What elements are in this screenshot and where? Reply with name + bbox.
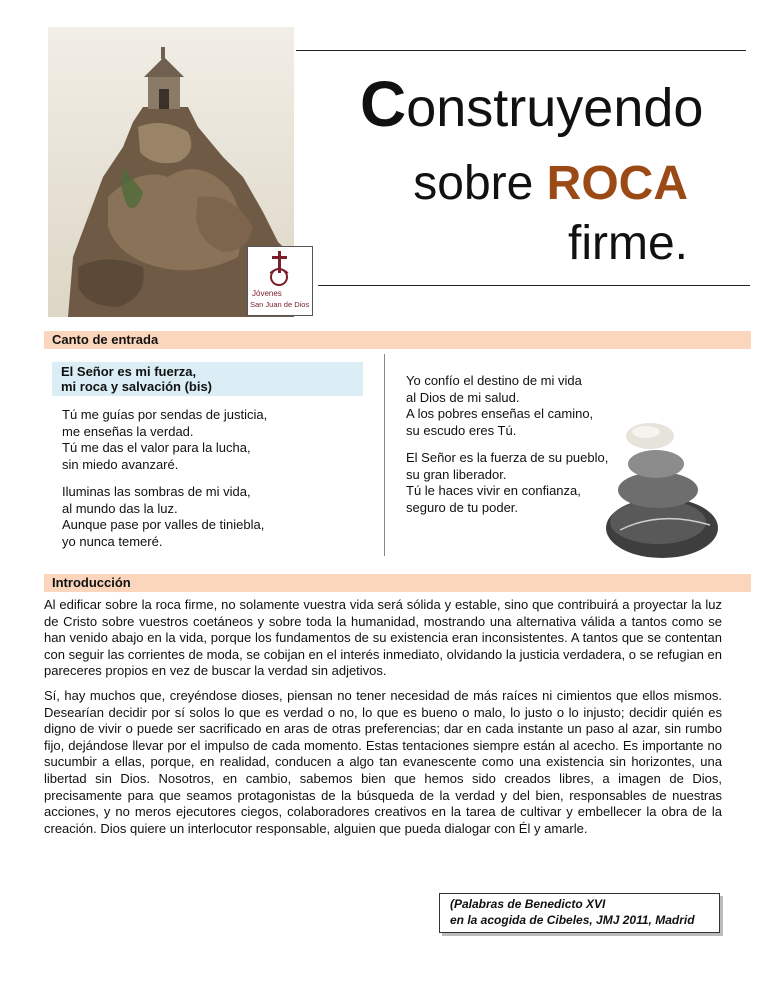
- stanza-line: Iluminas las sombras de mi vida,: [62, 484, 251, 499]
- chorus-box: [52, 362, 363, 396]
- section-heading-introduccion: Introducción: [44, 574, 751, 592]
- stanza-line: yo nunca temeré.: [62, 533, 163, 549]
- quote-attribution-box: [439, 893, 720, 933]
- title-sobre: sobre: [413, 157, 547, 210]
- jovenes-sjd-logo: [247, 246, 313, 316]
- chorus-line: mi roca y salvación (bis): [61, 379, 213, 394]
- title-roca: ROCA: [546, 157, 688, 210]
- stanza-line: seguro de tu poder.: [406, 499, 519, 515]
- chorus-line: El Señor es mi fuerza,: [61, 364, 197, 379]
- stanza-line: A los pobres enseñas el camino,: [406, 406, 594, 421]
- title-line-2: [413, 157, 688, 210]
- quote-line: en la acogida de Cibeles, JMJ 2011, Madrid: [450, 912, 695, 927]
- title-line-1: [360, 68, 704, 140]
- stanza-line: sin miedo avanzaré.: [62, 456, 179, 472]
- column-divider: [384, 354, 385, 556]
- stanza-line: me enseñas la verdad.: [62, 423, 194, 439]
- stanza-line: Yo confío el destino de mi vida: [406, 373, 582, 388]
- title-line-3: firme.: [568, 217, 688, 270]
- intro-paragraph: Al edificar sobre la roca firme, no solamente vuestra vida será sólida y estable, sino que contribuirá a proyectar la luz de Cristo sobre vuestros coetáneos y sobre toda la humanidad, mostrando una alternativa válida a tantos como se han venido abajo en la vida, porque los fundamentos de su existencia eran inconsistentes. A tantos que se contentan con seguir las corrientes de moda, se cobijan en el interés inmediato, olvidando la justicia verdadera, o se refugian en pareceres propios en vez de buscar la verdad sin adjetivos.: [44, 597, 722, 679]
- stanza: [406, 450, 626, 516]
- title-initial: C: [360, 68, 407, 140]
- stanza-line: su escudo eres Tú.: [406, 422, 517, 438]
- stanza-line: al Dios de mi salud.: [406, 389, 520, 405]
- stanza-line: Tú me das el valor para la lucha,: [62, 440, 251, 455]
- intro-text: [44, 597, 722, 845]
- stanza: [62, 407, 362, 473]
- title-rest: onstruyendo: [406, 78, 704, 138]
- title-rule-bottom: [318, 285, 750, 286]
- stanza-line: al mundo das la luz.: [62, 500, 178, 516]
- stacked-stones-image: [600, 410, 720, 565]
- stanza-line: El Señor es la fuerza de su pueblo,: [406, 450, 609, 465]
- logo-mark-icon: [248, 247, 312, 289]
- stanza-line: Tú me guías por sendas de justicia,: [62, 407, 268, 422]
- quote-line: (Palabras de Benedicto XVI: [450, 897, 606, 911]
- stanza: [62, 484, 362, 550]
- stanza-line: Tú le haces vivir en confianza,: [406, 483, 581, 498]
- section-heading-canto: Canto de entrada: [44, 331, 751, 349]
- logo-text-jovenes: Jóvenes: [252, 289, 282, 298]
- left-stanzas: [62, 407, 362, 561]
- logo-text-sjd: San Juan de Dios: [250, 300, 310, 309]
- stanza-line: Aunque pase por valles de tiniebla,: [62, 517, 265, 532]
- right-stanzas: [406, 373, 626, 527]
- stanza: [406, 373, 626, 439]
- stanza-line: su gran liberador.: [406, 466, 507, 482]
- intro-paragraph: Sí, hay muchos que, creyéndose dioses, piensan no tener necesidad de más raíces ni cimientos que ellos mismos. Desearían decidir por sí solos lo que es verdad o no, lo que es bueno o malo, lo justo o lo injusto; decidir quién es digno de vivir o puede ser sacrificado en aras de otras preferencias; dar en cada instante un paso al azar, sin rumbo fijo, dejándose llevar por el impulso de cada momento. Estas tentaciones siempre están al acecho. Es importante no sucumbir a ellas, porque, en realidad, conducen a algo tan evanescente como una existencia sin horizontes, una libertad sin Dios. Nosotros, en cambio, sabemos bien que hemos sido creados libres, a imagen de Dios, precisamente para que seamos protagonistas de la búsqueda de la verdad y del bien, responsables de nuestras acciones, y no meros ejecutores ciegos, colaboradores creativos en la tarea de cultivar y embellecer la obra de la creación. Dios quiere un interlocutor responsable, alguien que pueda dialogar con Él y amarle.: [44, 687, 722, 836]
- title-rule-top: [296, 50, 746, 51]
